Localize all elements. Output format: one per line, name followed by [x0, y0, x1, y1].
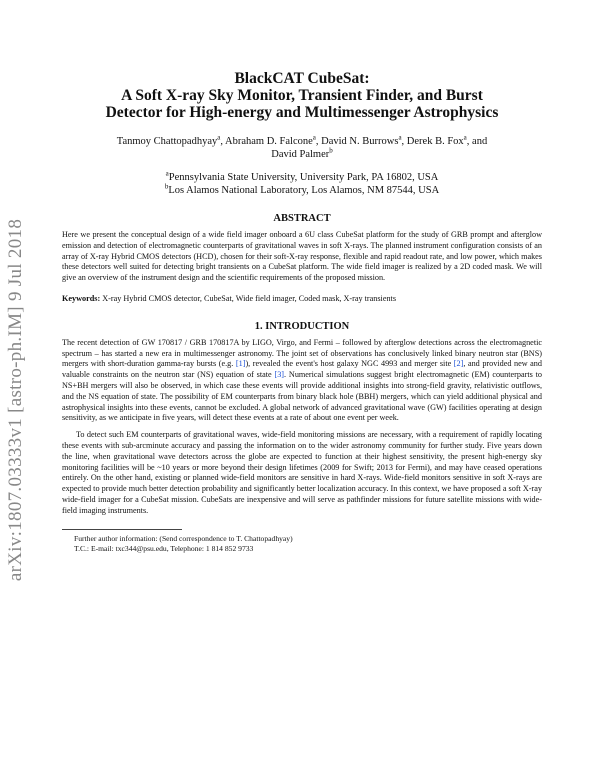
author: Abraham D. Falcone$^a$,: [225, 133, 322, 147]
abstract-text: Here we present the conceptual design of a wide field imager onboard a 6U class CubeSat platform for the study of GRB prompt and afterglow emission and detection of electromagnetic counterparts of gravitational waves in soft X-rays. The planned instrument configuration consists of an array of X-ray Hybrid CMOS detectors (HCD), chosen for their soft-X-ray response, flexible and rapid readout rate, and low power, which makes these detectors well suited for detecting bright transients on a CubeSat platform. The wide field imager is realized by a 2D coded mask. We will give an overview of the instrument design and the scientific requirements of the proposed mission.: [62, 230, 542, 283]
abstract-heading: ABSTRACT: [273, 213, 331, 224]
author: Derek B. Fox$^a$, and: [406, 133, 488, 147]
author: David Palmer$^b$: [271, 146, 333, 160]
affiliation: $^a$Pennsylvania State University, University Park, PA 16802, USA: [165, 169, 439, 183]
footnote-divider: [62, 529, 182, 530]
author: David N. Burrows$^a$,: [321, 133, 407, 147]
keywords-text: X-ray Hybrid CMOS detector, CubeSat, Wide field imager, Coded mask, X-ray transients: [102, 293, 397, 303]
arxiv-stamp: [2, 200, 30, 600]
author: Tanmoy Chattopadhyay$^a$,: [116, 133, 226, 147]
footnote-line-1: Further author information: (Send correspondence to T. Chattopadhyay): [74, 533, 293, 543]
paper-page: [62, 70, 542, 554]
keywords: [62, 294, 542, 305]
affiliation: $^b$Los Alamos National Laboratory, Los Alamos, NM 87544, USA: [164, 182, 440, 196]
author-list: [62, 135, 542, 161]
citation-link[interactable]: [1]: [235, 359, 246, 369]
citation-link[interactable]: [2]: [453, 359, 464, 369]
paper-title: [62, 70, 542, 121]
intro-paragraph-2: To detect such EM counterparts of gravitational waves, wide-field monitoring missions are necessary, with a requirement of rapidly locating these events with sub-arcminute accuracy and passing the information on to the wider astronomy community for further study. Five years down the line, when gravitational wave detectors across the globe are expected to function at their highest sensitivity, the present high-energy sky monitoring facilities will be ~10 years or more beyond their design lifetimes (2009 for Swift; 2013 for Fermi), and may have ceased operations entirely. On the other hand, existing or planned wide-field monitors are sensitive in hard X-rays. Wide-field monitors sensitive in soft X-rays are expected to provide much better detection probability and significantly better localization accuracy. In this context, we have proposed a soft X-ray wide-field imager for a CubeSat mission. CubeSats are inexpensive and will serve as pathfinder missions for future satellite missions with wide-field imaging instruments.: [62, 430, 542, 515]
title-line-1: BlackCAT CubeSat:: [234, 70, 370, 87]
intro-paragraph-1: The recent detection of GW 170817 / GRB 170817A by LIGO, Virgo, and Fermi – followed by afterglow detections across the electromagnetic spectrum – has started a new era in multimessenger astronomy. The joint set of observations has conclusively linked binary neutron star (BNS) mergers with short-duration gamma-ray bursts (e.g. [1]), revealed the event's host galaxy NGC 4993 and merger site [2], and provided new and valuable constraints on the neutron star (NS) equation of state [3]. Numerical simulations suggest bright electromagnetic (EM) counterparts to NS+BH mergers will also be observed, in which case these events will provide additional insights into strong-field gravity, relativistic outflows, and the NS equation of state. The possibility of EM counterparts from binary black hole (BBH) mergers, which can yield additional physical and astrophysical insights into these events, cannot be excluded. A global network of advanced gravitational wave (GW) facilities operating at design sensitivity, as we anticipate in five years, will detect these events at a rate of about one event per week.: [62, 337, 542, 423]
title-line-3: Detector for High-energy and Multimessenger Astrophysics: [105, 104, 499, 121]
arxiv-stamp-text: arXiv:1807.03333v1 [astro-ph.IM] 9 Jul 2018: [5, 218, 26, 582]
keywords-label: Keywords:: [62, 293, 101, 303]
citation-link[interactable]: [3]: [274, 370, 285, 380]
introduction-heading: 1. INTRODUCTION: [254, 320, 350, 332]
affiliation-list: [62, 171, 542, 197]
title-line-2: A Soft X-ray Sky Monitor, Transient Finder, and Burst: [121, 87, 483, 104]
footnote-line-2: T.C.: E-mail: txc344@psu.edu, Telephone: 1 814 852 9733: [74, 543, 254, 553]
